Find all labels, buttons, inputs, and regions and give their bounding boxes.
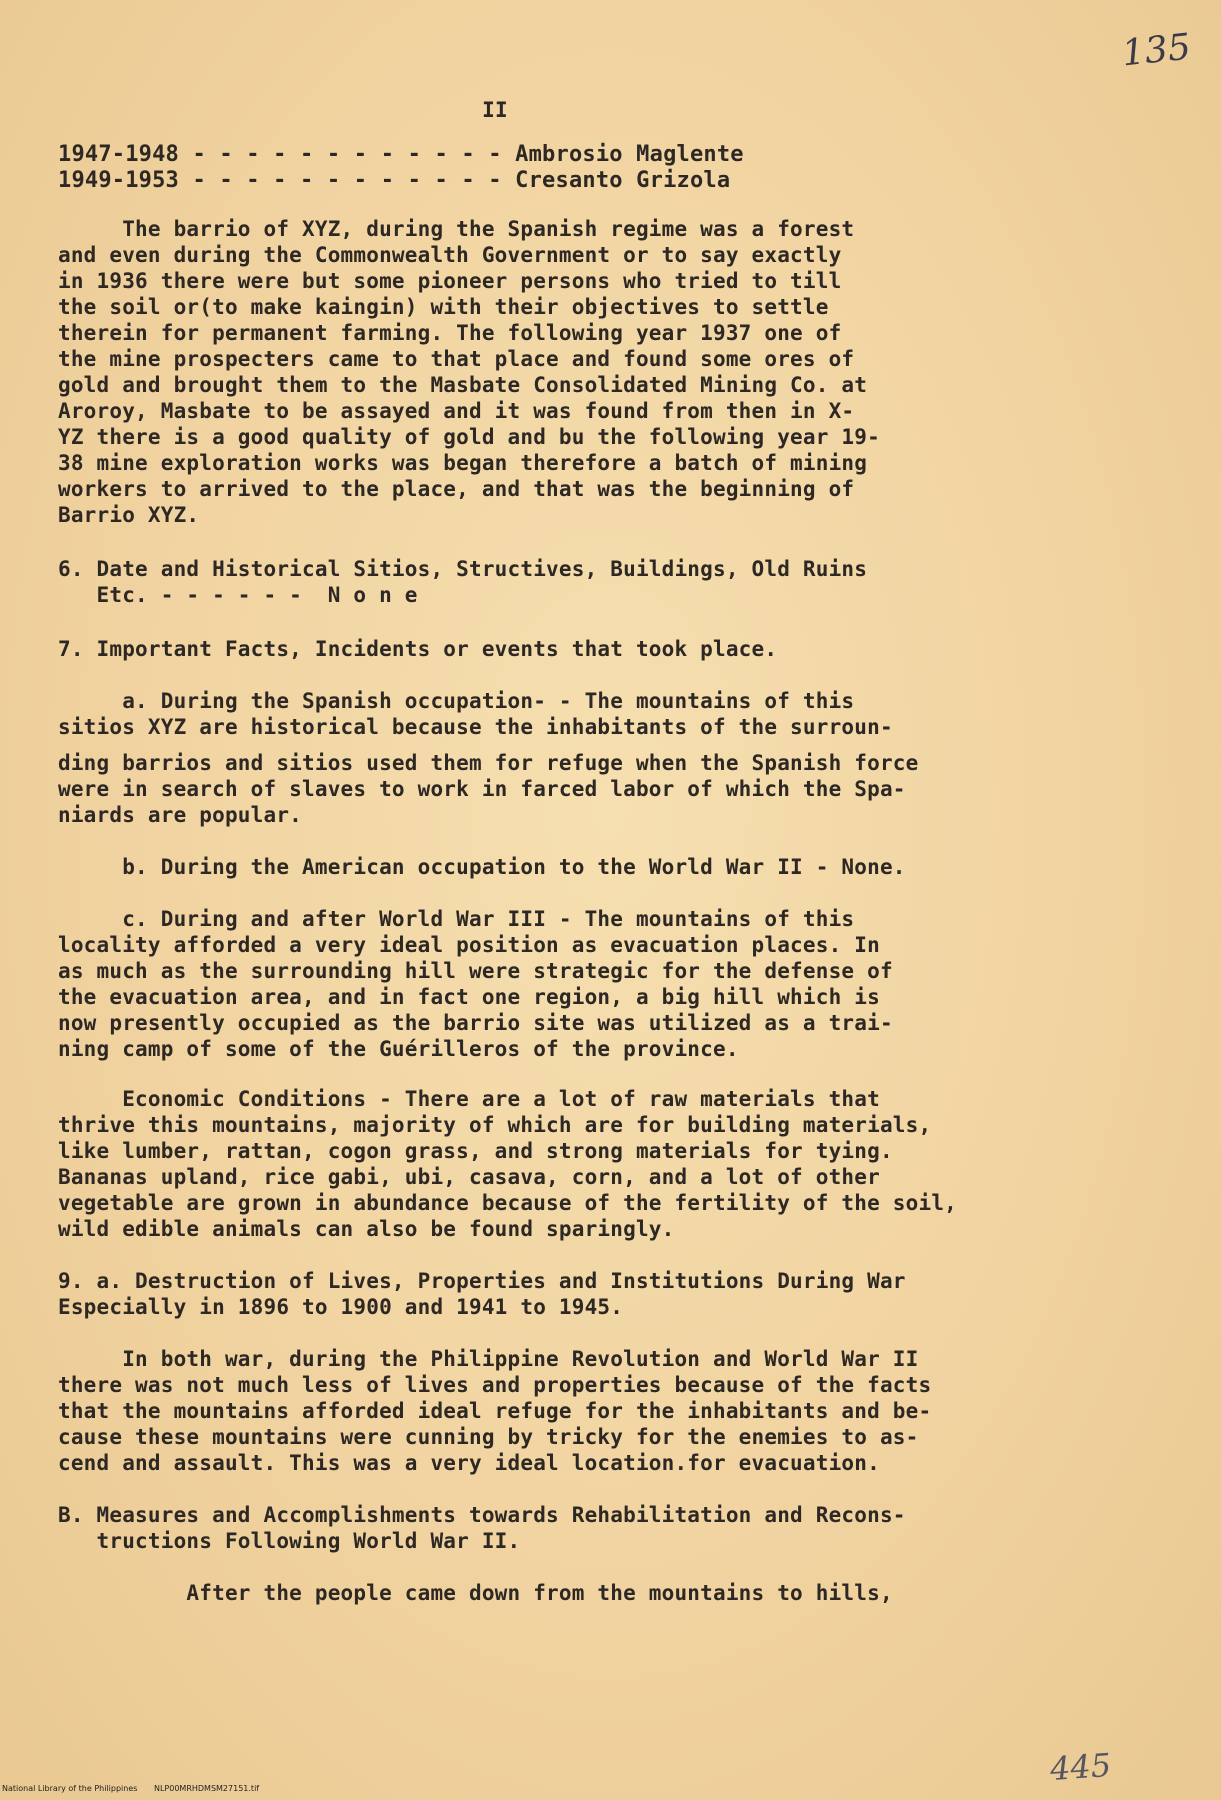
text-line: Aroroy, Masbate to be assayed and it was found from then in X- xyxy=(58,399,855,423)
official-years: 1949-1953 xyxy=(58,168,180,193)
text-line: now presently occupied as the barrio site was utilized as a trai- xyxy=(58,1011,893,1035)
text-line: a. During the Spanish occupation- - The mountains of this xyxy=(58,689,855,713)
text-line: tructions Following World War II. xyxy=(58,1529,521,1553)
text-line: B. Measures and Accomplishments towards Rehabilitation and Recons- xyxy=(58,1503,906,1527)
text-line: the mine prospecters came to that place and found some ores of xyxy=(58,347,855,371)
text-line: Etc. - - - - - - N o n e xyxy=(58,583,418,607)
text-line: The barrio of XYZ, during the Spanish regime was a forest xyxy=(58,217,855,241)
text-line: in 1936 there were but some pioneer persons who tried to till xyxy=(58,269,842,293)
text-line: there was not much less of lives and properties because of the facts xyxy=(58,1373,932,1397)
text-line: like lumber, rattan, cogon grass, and strong materials for tying. xyxy=(58,1139,893,1163)
text-line: 6. Date and Historical Sitios, Structives, Buildings, Old Ruins xyxy=(58,557,868,581)
official-years: 1947-1948 xyxy=(58,142,180,167)
text-line: niards are popular. xyxy=(58,803,303,827)
text-line: cend and assault. This was a very ideal location.for evacuation. xyxy=(58,1451,880,1475)
official-name: Cresanto Grizola xyxy=(515,168,731,193)
official-dashes: - - - - - - - - - - - - xyxy=(192,168,502,193)
text-line: the evacuation area, and in fact one region, a big hill which is xyxy=(58,985,880,1009)
text-line: Bananas upland, rice gabi, ubi, casava, corn, and a lot of other xyxy=(58,1165,880,1189)
text-line: vegetable are grown in abundance because of the fertility of the soil, xyxy=(58,1191,958,1215)
text-line: that the mountains afforded ideal refuge for the inhabitants and be- xyxy=(58,1399,932,1423)
text-line: ding barrios and sitios used them for refuge when the Spanish force xyxy=(58,751,919,775)
text-line: Barrio XYZ. xyxy=(58,503,200,527)
text-line: cause these mountains were cunning by tricky for the enemies to as- xyxy=(58,1425,919,1449)
official-name: Ambrosio Maglente xyxy=(515,142,744,167)
footer-library: National Library of the Philippines xyxy=(2,1784,138,1793)
item-7-heading: 7. Important Facts, Incidents or events that took place. xyxy=(58,637,778,661)
text-line: locality afforded a very ideal position as evacuation places. In xyxy=(58,933,880,957)
text-line: 9. a. Destruction of Lives, Properties and Institutions During War xyxy=(58,1269,906,1293)
text-line: therein for permanent farming. The following year 1937 one of xyxy=(58,321,842,345)
official-row-1 xyxy=(58,140,744,169)
official-row-2 xyxy=(58,166,730,195)
item-7b: b. During the American occupation to the World War II - None. xyxy=(58,855,906,879)
text-line: 38 mine exploration works was began therefore a batch of mining xyxy=(58,451,868,475)
text-line: Especially in 1896 to 1900 and 1941 to 1945. xyxy=(58,1295,624,1319)
text-line: wild edible animals can also be found sparingly. xyxy=(58,1217,675,1241)
handwritten-page-number: 135 xyxy=(1120,26,1193,75)
text-line: gold and brought them to the Masbate Consolidated Mining Co. at xyxy=(58,373,868,397)
text-line: ning camp of some of the Guérilleros of the province. xyxy=(58,1037,739,1061)
text-line: as much as the surrounding hill were strategic for the defense of xyxy=(58,959,893,983)
text-line: c. During and after World War III - The mountains of this xyxy=(58,907,855,931)
text-line: In both war, during the Philippine Revolution and World War II xyxy=(58,1347,919,1371)
text-line: Economic Conditions - There are a lot of raw materials that xyxy=(58,1087,880,1111)
text-line: were in search of slaves to work in farced labor of which the Spa- xyxy=(58,777,906,801)
handwritten-stamp-number: 445 xyxy=(1048,1745,1113,1789)
text-line: the soil or(to make kaingin) with their objectives to settle xyxy=(58,295,829,319)
text-line: and even during the Commonwealth Government or to say exactly xyxy=(58,243,842,267)
official-dashes: - - - - - - - - - - - - xyxy=(192,142,502,167)
text-line: YZ there is a good quality of gold and bu the following year 19- xyxy=(58,425,880,449)
section-numeral: II xyxy=(482,98,508,122)
text-line: sitios XYZ are historical because the inhabitants of the surroun- xyxy=(58,715,893,739)
scan-footer xyxy=(0,1784,1221,1800)
text-line: workers to arrived to the place, and that was the beginning of xyxy=(58,477,855,501)
text-line: thrive this mountains, majority of which are for building materials, xyxy=(58,1113,932,1137)
footer-file: NLP00MRHDMSM27151.tif xyxy=(153,1784,260,1793)
last-line: After the people came down from the mountains to hills, xyxy=(58,1581,893,1605)
